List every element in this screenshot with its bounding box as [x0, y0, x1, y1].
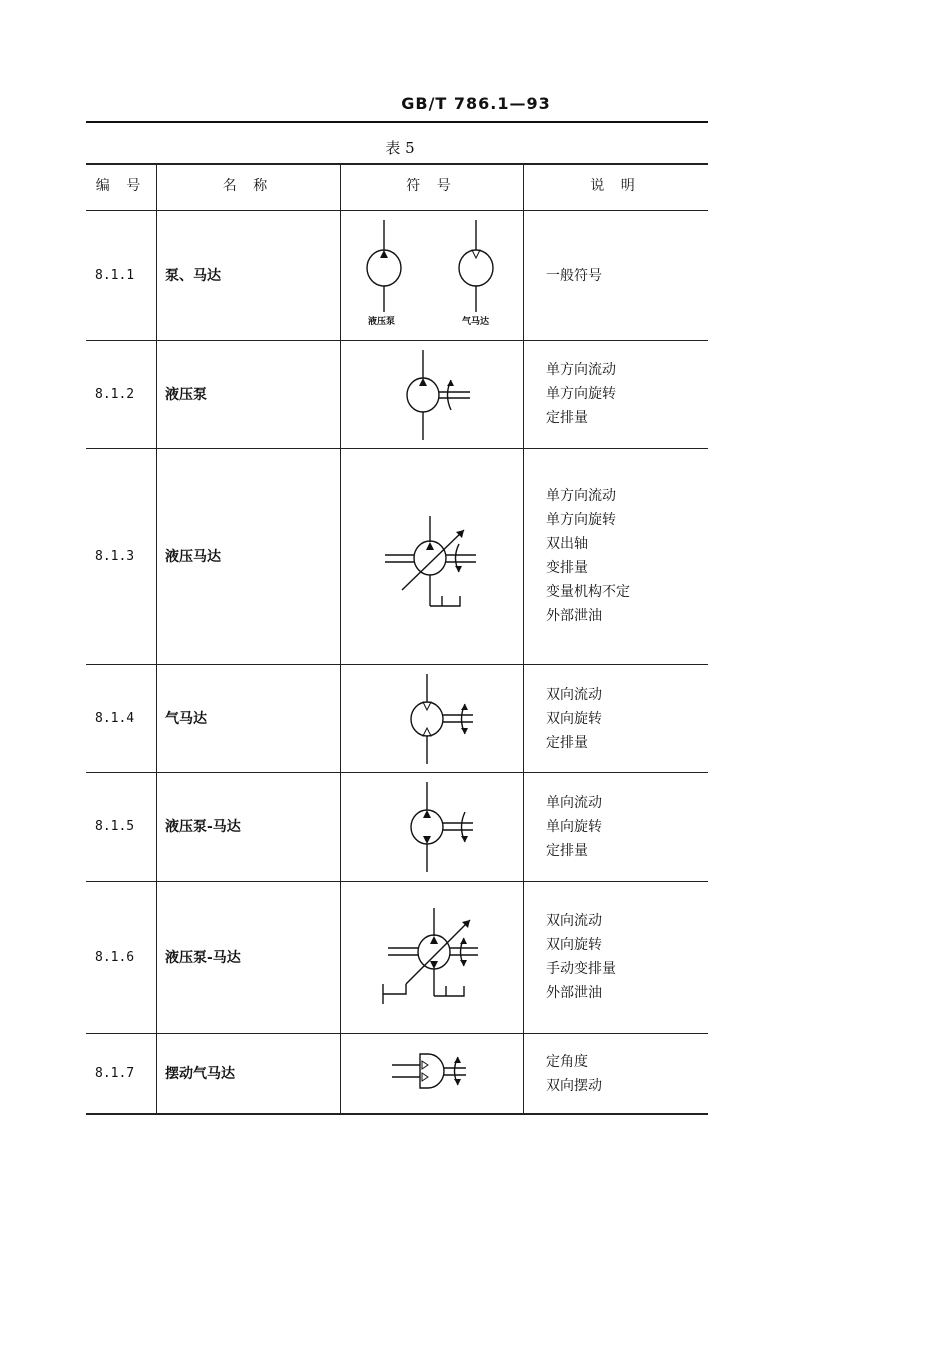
- hydraulic-pump-motor-symbol: [395, 778, 485, 876]
- description-line: 变排量: [546, 560, 588, 576]
- description-line: 单方向流动: [546, 362, 616, 378]
- row-number: 8.1.3: [95, 549, 135, 564]
- symbol-label-air-motor: 气马达: [462, 317, 490, 327]
- table-top-border: [86, 163, 708, 165]
- row-divider: [86, 881, 708, 882]
- row-name: 液压泵: [165, 387, 207, 403]
- row-description: [546, 791, 602, 863]
- description-line: 外部泄油: [546, 985, 602, 1001]
- description-line: 单方向旋转: [546, 512, 616, 528]
- header-rule: [86, 121, 708, 123]
- column-header-symbol: 符 号: [406, 178, 457, 194]
- column-header-number: 编 号: [95, 178, 147, 194]
- row-divider: [86, 664, 708, 665]
- description-line: 一般符号: [546, 268, 602, 284]
- row-number: 8.1.7: [95, 1066, 135, 1081]
- description-line: 单向旋转: [546, 819, 602, 835]
- row-number: 8.1.6: [95, 950, 135, 965]
- description-line: 双向流动: [546, 913, 602, 929]
- description-line: 双向摆动: [546, 1078, 602, 1094]
- description-line: 单方向流动: [546, 488, 616, 504]
- description-line: 单向流动: [546, 795, 602, 811]
- hydraulic-pump-symbol: [390, 346, 480, 442]
- row-name: 气马达: [165, 711, 207, 727]
- row-divider: [86, 772, 708, 773]
- air-motor-symbol: [395, 670, 485, 768]
- row-name: 液压泵-马达: [165, 819, 241, 835]
- description-line: 变量机构不定: [546, 584, 630, 600]
- description-line: 定角度: [546, 1054, 588, 1070]
- row-number: 8.1.1: [95, 268, 135, 283]
- row-description: [546, 358, 616, 430]
- row-description: [546, 683, 602, 755]
- row-divider: [86, 448, 708, 449]
- column-divider: [340, 163, 341, 1114]
- row-description: [546, 909, 616, 1005]
- hydraulic-pump-motor-manual-symbol: [378, 904, 486, 1008]
- row-divider: [86, 340, 708, 341]
- description-line: 双出轴: [546, 536, 588, 552]
- table-bottom-border: [86, 1113, 708, 1115]
- description-line: 外部泄油: [546, 608, 602, 624]
- row-name: 液压马达: [165, 549, 221, 565]
- row-description: [546, 264, 602, 288]
- row-name: 液压泵-马达: [165, 950, 241, 966]
- description-line: 双向旋转: [546, 711, 602, 727]
- column-header-description: 说 明: [590, 178, 641, 194]
- description-line: 定排量: [546, 410, 588, 426]
- row-name: 泵、马达: [165, 268, 221, 284]
- symbol-label-hydraulic-pump: 液压泵: [368, 317, 396, 327]
- row-name: 摆动气马达: [165, 1066, 235, 1082]
- column-divider: [156, 163, 157, 1114]
- row-number: 8.1.2: [95, 387, 135, 402]
- description-line: 双向流动: [546, 687, 602, 703]
- table-caption: 表 5: [385, 139, 415, 157]
- row-description: [546, 484, 630, 628]
- document-standard-header: GB/T 786.1—93: [401, 94, 551, 113]
- row-description: [546, 1050, 602, 1098]
- description-line: 双向旋转: [546, 937, 602, 953]
- description-line: 单方向旋转: [546, 386, 616, 402]
- row-number: 8.1.4: [95, 711, 135, 726]
- header-bottom-border: [86, 210, 708, 211]
- description-line: 手动变排量: [546, 961, 616, 977]
- hydraulic-motor-variable-symbol: [380, 512, 485, 612]
- description-line: 定排量: [546, 735, 588, 751]
- column-divider: [523, 163, 524, 1114]
- column-header-name: 名 称: [222, 178, 274, 194]
- row-number: 8.1.5: [95, 819, 135, 834]
- row-divider: [86, 1033, 708, 1034]
- oscillating-air-motor-symbol: [388, 1048, 473, 1094]
- description-line: 定排量: [546, 843, 588, 859]
